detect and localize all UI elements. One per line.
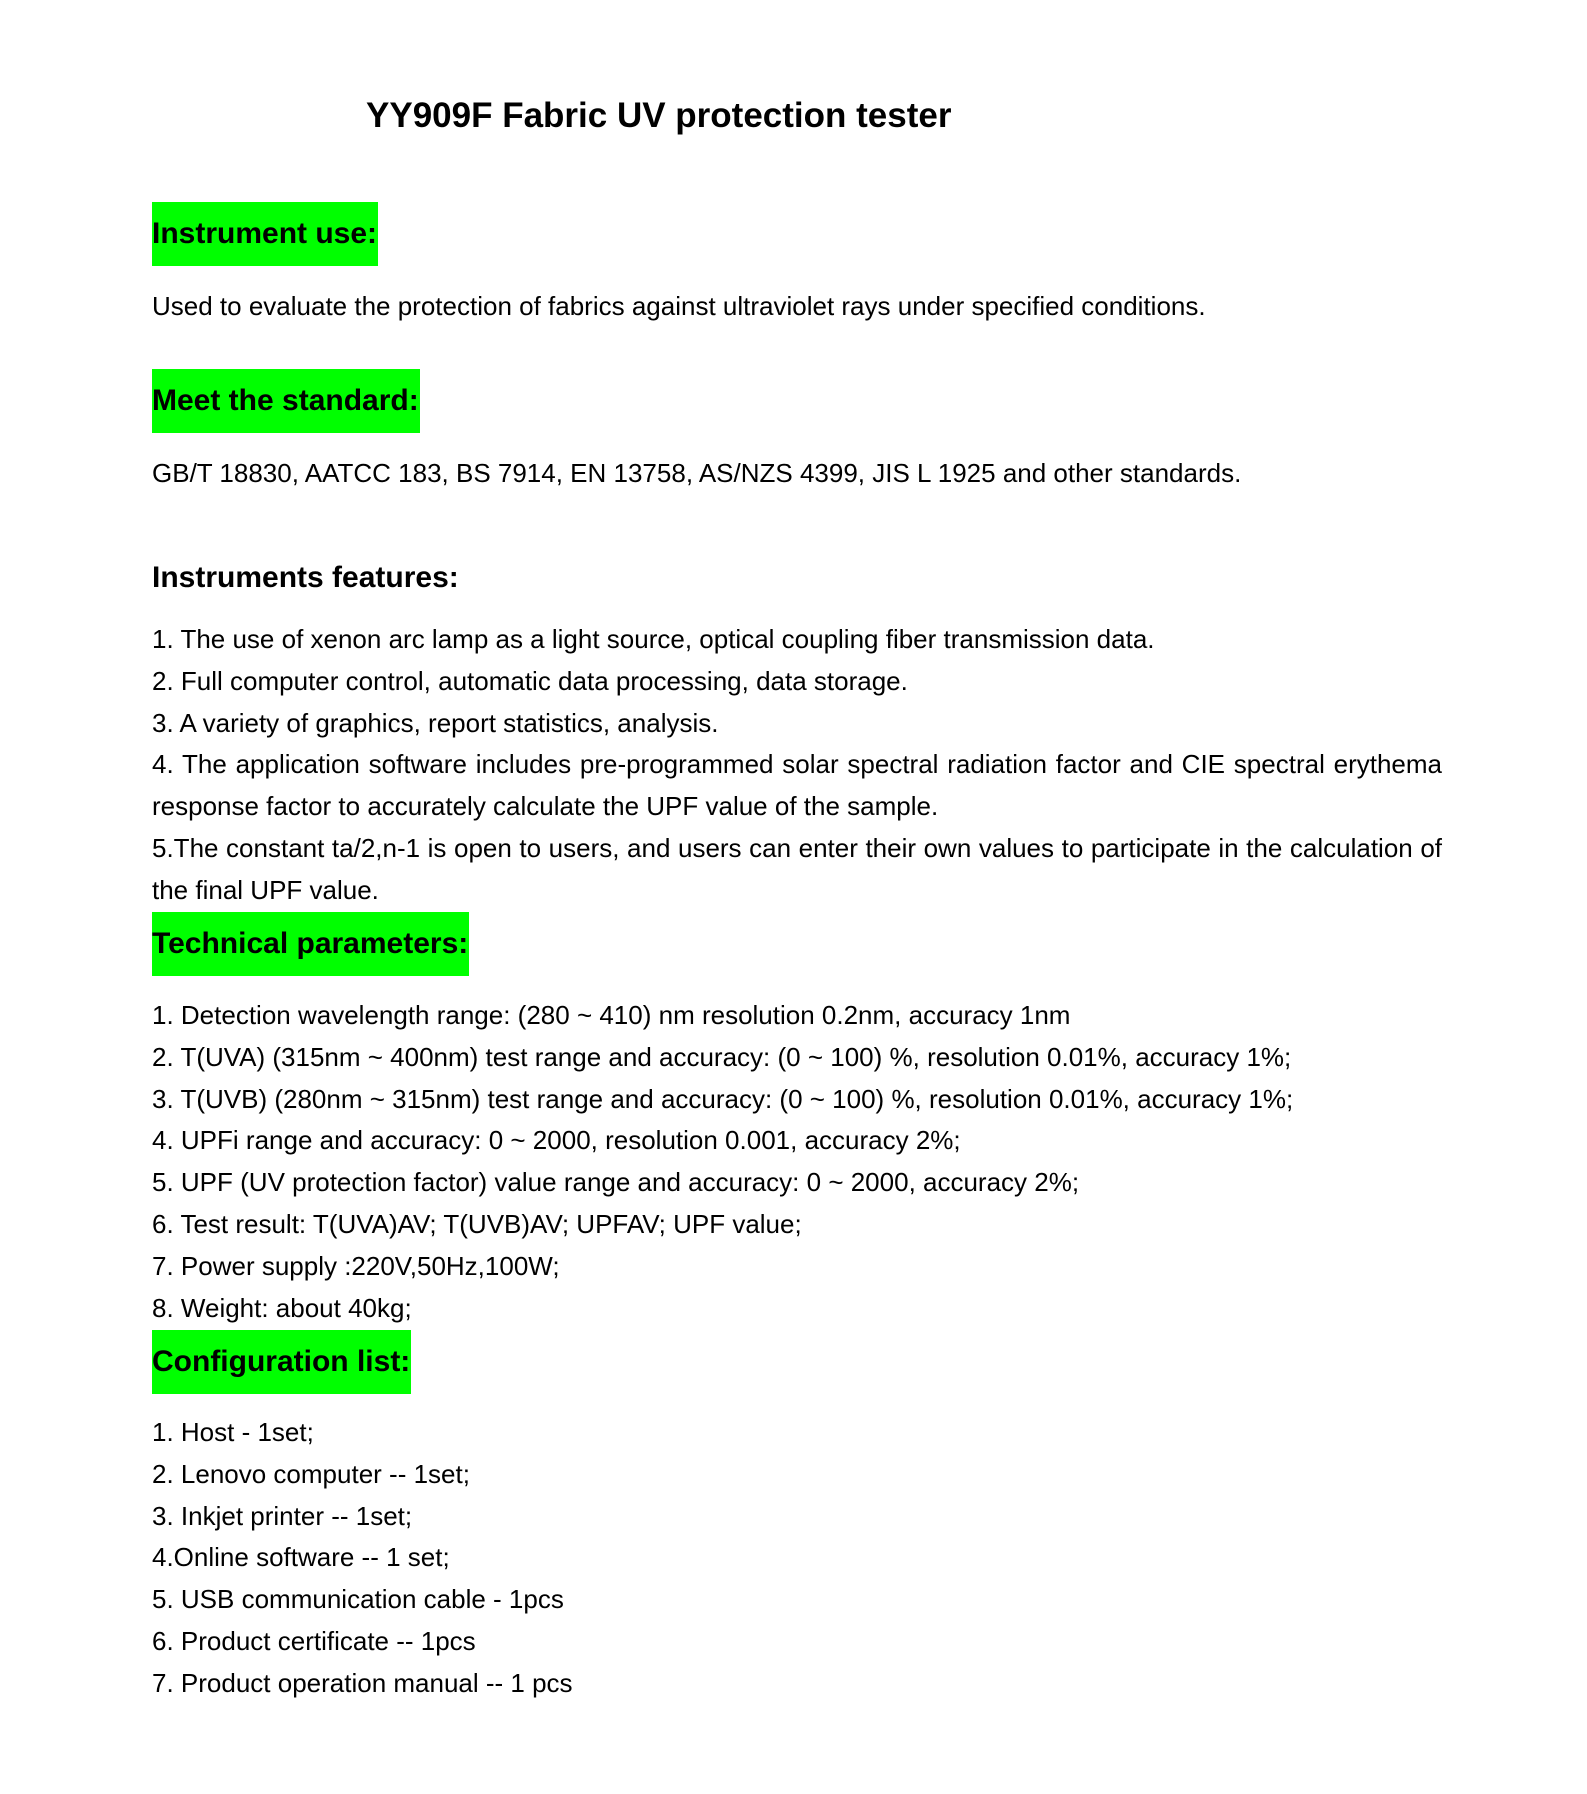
technical-item-7: 7. Power supply :220V,50Hz,100W; (152, 1250, 560, 1281)
instrument-use-heading: Instrument use: (152, 202, 378, 266)
features-item-1: 1. The use of xenon arc lamp as a light source, optical coupling fiber transmission data. (152, 624, 1155, 654)
features-item-2: 2. Full computer control, automatic data processing, data storage. (152, 665, 908, 696)
features-heading: Instruments features: (152, 561, 459, 594)
technical-list (152, 995, 1442, 1329)
features-list (152, 619, 1442, 912)
configuration-item-4: 4.Online software -- 1 set; (152, 1542, 450, 1573)
standard-text: GB/T 18830, AATCC 183, BS 7914, EN 13758, AS/NZS 4399, JIS L 1925 and other standards. (152, 458, 1242, 488)
technical-heading: Technical parameters: (152, 912, 469, 976)
configuration-item-6: 6. Product certificate -- 1pcs (152, 1625, 476, 1656)
technical-item-3: 3. T(UVB) (280nm ~ 315nm) test range and accuracy: (0 ~ 100) %, resolution 0.01%, accuracy 1%; (152, 1083, 1294, 1114)
standard-heading: Meet the standard: (152, 369, 420, 433)
features-item-5: 5.The constant ta/2,n-1 is open to users, and users can enter their own values to participate in the calculation of the final UPF value. (152, 832, 1442, 905)
configuration-item-5: 5. USB communication cable - 1pcs (152, 1584, 564, 1615)
features-item-3: 3. A variety of graphics, report statistics, analysis. (152, 707, 719, 738)
configuration-item-3: 3. Inkjet printer -- 1set; (152, 1500, 413, 1531)
features-item-4: 4. The application software includes pre-programmed solar spectral radiation factor and CIE spectral erythema response factor to accurately calculate the UPF value of the sample. (152, 749, 1442, 822)
technical-item-1: 1. Detection wavelength range: (280 ~ 410) nm resolution 0.2nm, accuracy 1nm (152, 1000, 1071, 1030)
configuration-list (152, 1412, 1442, 1705)
technical-item-4: 4. UPFi range and accuracy: 0 ~ 2000, resolution 0.001, accuracy 2%; (152, 1125, 961, 1156)
configuration-item-2: 2. Lenovo computer -- 1set; (152, 1458, 470, 1489)
technical-item-2: 2. T(UVA) (315nm ~ 400nm) test range and accuracy: (0 ~ 100) %, resolution 0.01%, accuracy 1%; (152, 1041, 1292, 1072)
technical-item-6: 6. Test result: T(UVA)AV; T(UVB)AV; UPFAV; UPF value; (152, 1208, 802, 1239)
configuration-heading: Configuration list: (152, 1330, 411, 1394)
instrument-use-text: Used to evaluate the protection of fabrics against ultraviolet rays under specified conditions. (152, 291, 1206, 321)
configuration-item-7: 7. Product operation manual -- 1 pcs (152, 1667, 573, 1698)
technical-item-8: 8. Weight: about 40kg; (152, 1292, 412, 1323)
technical-item-5: 5. UPF (UV protection factor) value range and accuracy: 0 ~ 2000, accuracy 2%; (152, 1167, 1080, 1198)
configuration-item-1: 1. Host - 1set; (152, 1417, 314, 1447)
document-title: YY909F Fabric UV protection tester (366, 96, 952, 135)
